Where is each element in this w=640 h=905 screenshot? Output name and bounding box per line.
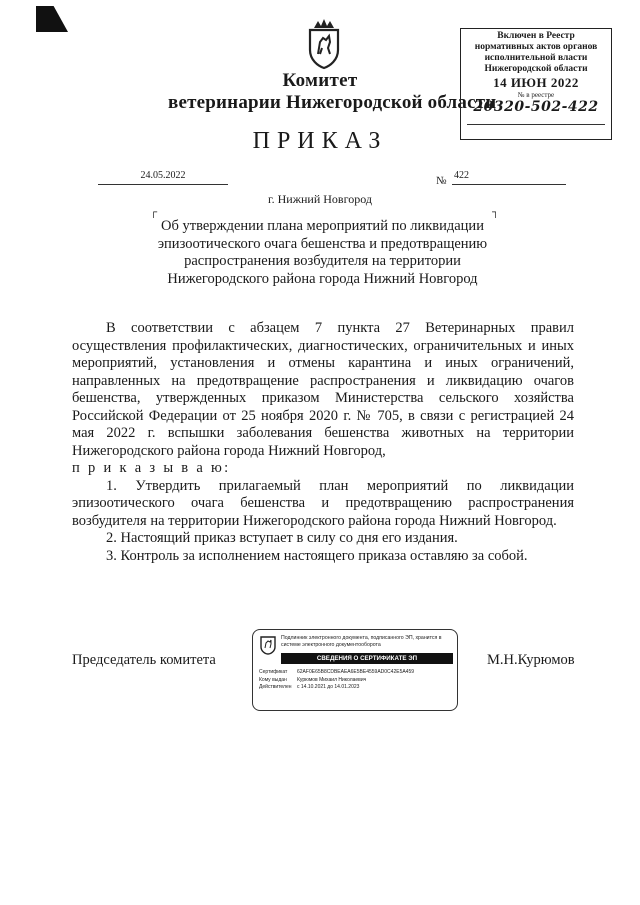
- subject-bracket-left: ┌: [150, 207, 158, 218]
- cert-row: [259, 669, 453, 677]
- org-name-line1: Комитет: [282, 70, 358, 91]
- signer-role: Председатель комитета: [72, 652, 216, 668]
- city-name: г. Нижний Новгород: [268, 192, 372, 206]
- e-signature-stamp: [252, 629, 458, 711]
- e-signature-header: СВЕДЕНИЯ О СЕРТИФИКАТЕ ЭП: [281, 653, 453, 664]
- cert-label: Сертификат: [259, 669, 288, 675]
- number-sign: №: [436, 175, 447, 187]
- owner-value: Курюмов Михаил Николаевич: [297, 676, 367, 683]
- document-body: [72, 320, 574, 565]
- stamp-line1: Включен в Реестр: [497, 31, 575, 41]
- corner-scan-mark: [36, 6, 68, 32]
- document-subject: Об утверждении плана мероприятий по ликвидации эпизоотического очага бешенства и предотвращению распространения возбудителя на территории Нижегородского района города Нижний Новгород: [157, 218, 488, 287]
- signer-name: М.Н.Курюмов: [487, 652, 575, 668]
- order-item-3: 3. Контроль за исполнением настоящего приказа оставляю за собой.: [106, 547, 528, 564]
- orders-word: п р и к а з ы в а ю:: [72, 460, 231, 476]
- validity-label: Действителен: [259, 684, 292, 690]
- stamp-registry-label: № в реестре: [517, 91, 555, 99]
- e-signature-note: Подлинник электронного документа, подписанного ЭП, хранится в системе электронного документооборота: [281, 635, 442, 648]
- document-number: 422: [452, 170, 566, 185]
- coat-of-arms-icon: [302, 18, 346, 70]
- stamp-underline: [467, 124, 605, 125]
- e-signature-crest-icon: [260, 635, 276, 655]
- registry-stamp: [460, 28, 612, 140]
- stamp-line3: исполнительной власти: [484, 53, 588, 63]
- stamp-registry-number: 20320-502-422: [473, 99, 599, 115]
- org-name-line2: ветеринарии Нижегородской области: [168, 92, 497, 113]
- stamp-date: 14 ИЮН 2022: [493, 75, 579, 90]
- cert-value: 62AF0E65B8CDBEAEA6E5BE4559AD0C42E5A459: [297, 669, 415, 675]
- validity-value: с 14.10.2021 до 14.01.2023: [297, 684, 360, 690]
- document-date: 24.05.2022: [98, 170, 228, 185]
- order-item-2: 2. Настоящий приказ вступает в силу со дня его издания.: [106, 530, 458, 546]
- stamp-line4: Нижегородской области: [484, 64, 588, 74]
- preamble-paragraph: В соответствии с абзацем 7 пункта 27 Ветеринарных правил осуществления профилактических, диагностических, ограничительных и иных мероприятий, установления и отмены карантина и иных ограничений, направленных на предотвращение распространения и ликвидацию очагов бешенства, утвержденных приказом Министерства сельского хозяйства Российской Федерации от 25 ноября 2020 г. № 705, в связи с регистрацией 24 мая 2022 г. вспышки заболевания бешенства животных на территории Нижегородского района города Нижний Новгород,: [72, 320, 574, 459]
- e-signature-details: [259, 669, 453, 692]
- order-item-1: 1. Утвердить прилагаемый план мероприятий по ликвидации эпизоотического очага бешенства и предотвращению распространения возбудителя на территории Нижегородского района города Нижний Новгород.: [72, 477, 574, 529]
- stamp-line2: нормативных актов органов: [474, 42, 598, 52]
- owner-label: Кому выдан: [259, 676, 287, 683]
- validity-row: [259, 684, 453, 692]
- owner-row: [259, 677, 453, 685]
- document-type-title: ПРИКАЗ: [252, 128, 388, 154]
- subject-bracket-right: ┐: [492, 207, 500, 218]
